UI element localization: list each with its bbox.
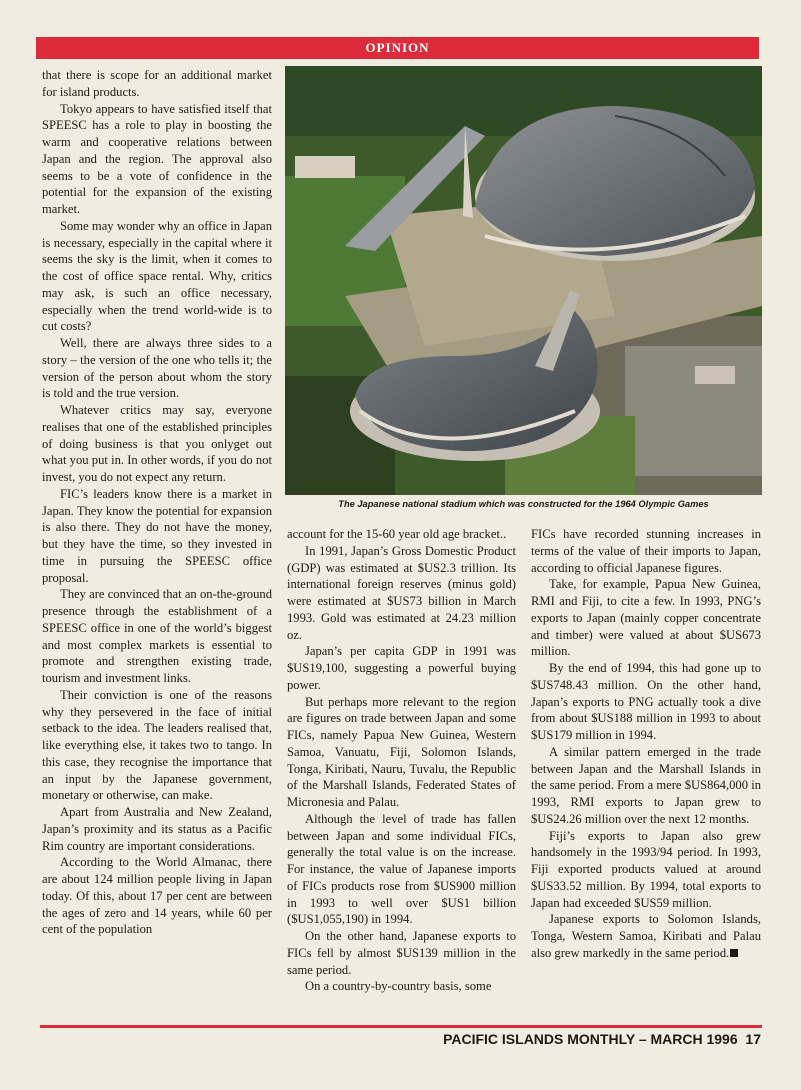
final-paragraph (531, 911, 761, 961)
article-column-1 (42, 67, 272, 938)
paragraph: Apart from Australia and New Zealand, Japan’s proximity and its status as a Pacific Rim country are important considerations. (42, 805, 272, 853)
paragraph: Tokyo appears to have satisfied itself that SPEESC has a role to play in boosting the warm and cooperative relations between Japan and the region. The approval also seems to be a vote of confidence in the potential for the expansion of the existing market. (42, 101, 272, 216)
paragraph: In 1991, Japan’s Gross Domestic Product (GDP) was estimated at $US2.3 trillion. Its international foreign reserves (minus gold) were estimated at $US73 billion in March 1993. Gold was estimated at 24.23 million oz. (287, 543, 516, 642)
paragraph: Their conviction is one of the reasons why they persevered in the face of initial setback to the idea. The leaders realised that, like everything else, it takes two to tango. In this case, they recognise the importance that an input by the Japanese government, monetary or otherwise, can make. (42, 687, 272, 803)
paragraph: account for the 15-60 year old age bracket.. (287, 527, 507, 541)
paragraph: On the other hand, Japanese exports to FICs fell by almost $US139 million in the same period. (287, 929, 516, 977)
paragraph: Whatever critics may say, everyone realises that one of the established principles of doing business is that you onlyget out what you put in. In other words, if you do not invest, you do not expect any return. (42, 403, 272, 484)
section-title: OPINION (365, 40, 430, 55)
paragraph: On a country-by-country basis, some (305, 979, 492, 994)
paragraph: Well, there are always three sides to a story – the version of the one who tells it; the version of the person about whom the story is told and the true version. (42, 336, 272, 401)
paragraph: Take, for example, Papua New Guinea, RMI and Fiji, to cite a few. In 1993, PNG’s exports to Japan (mainly copper concentrate and timber) were valued at about $US673 million. (531, 577, 761, 659)
page-number: 17 (745, 1031, 761, 1047)
section-header-bar (36, 37, 759, 59)
paragraph: FICs have recorded stunning increases in terms of the value of their imports to Japan, according to official Japanese figures. (531, 527, 761, 575)
paragraph: A similar pattern emerged in the trade between Japan and the Marshall Islands in the same period. From a mere $US864,000 in 1993, RMI exports to Japan grew to $US24.26 million over the next 12 months. (531, 744, 761, 826)
article-column-3 (531, 526, 761, 962)
paragraph: that there is scope for an additional market for island products. (42, 68, 272, 99)
publication-line: PACIFIC ISLANDS MONTHLY – MARCH 1996 (443, 1031, 738, 1047)
paragraph: FIC’s leaders know there is a market in Japan. They know the potential for expansion is also there. They do not have the money, but they have the time, so they invested in time in pursuing the SPEESC office proposal. (42, 486, 272, 585)
paragraph: According to the World Almanac, there are about 124 million people living in Japan today. Of this, about 17 per cent are between the ages of zero and 14 years, while 60 per cent of the population (42, 855, 272, 937)
paragraph: But perhaps more relevant to the region are figures on trade between Japan and some FICs, namely Papua New Guinea, Western Samoa, Vanuatu, Fiji, Solomon Islands, Tonga, Kiribati, Nauru, Tuvalu, the Republic of the Marshall Islands, Federated States of Micronesia and Palau. (287, 694, 516, 809)
footer-rule (40, 1025, 762, 1028)
paragraph: Japan’s per capita GDP in 1991 was $US19,100, suggesting a powerful buying power. (287, 644, 516, 692)
paragraph: They are convinced that an on-the-ground presence through the establishment of a SPEESC office in one of the world’s biggest and most complex markets is essential to promote and strengthen existing trade, tourism and investment links. (42, 587, 272, 685)
paragraph: Some may wonder why an office in Japan is necessary, especially in the capital where it seems the sky is the limit, when it comes to the cost of office space rental. Why, critics may ask, is such an office necessary, especially when the trend world-wide is to cut costs? (42, 218, 272, 334)
photo-caption: The Japanese national stadium which was constructed for the 1964 Olympic Games (338, 499, 709, 509)
page-footer (443, 1031, 761, 1047)
stadium-photo (285, 66, 762, 495)
paragraph-text: Japanese exports to Solomon Islands, Tonga, Western Samoa, Kiribati and Palau also grew markedly in the same period. (531, 912, 761, 960)
end-of-article-mark (730, 949, 738, 957)
paragraph: Although the level of trade has fallen between Japan and some individual FICs, generally the total value is on the increase. For instance, the value of Japanese imports of FICs products rose from $US900 million in 1993 to well over $US1 billion ($US1,055,190) in 1994. (287, 811, 516, 927)
paragraph: Fiji’s exports to Japan also grew handsomely in the 1993/94 period. In 1993, Fiji exported products valued at around $US33.52 million. By 1994, total exports to Japan had exceeded $US59 million. (531, 828, 761, 910)
article-column-2 (287, 526, 516, 995)
paragraph: By the end of 1994, this had gone up to $US748.43 million. On the other hand, Japan’s exports to PNG actually took a dive from about $US188 million in 1993 to about $US179 million in 1994. (531, 661, 761, 742)
